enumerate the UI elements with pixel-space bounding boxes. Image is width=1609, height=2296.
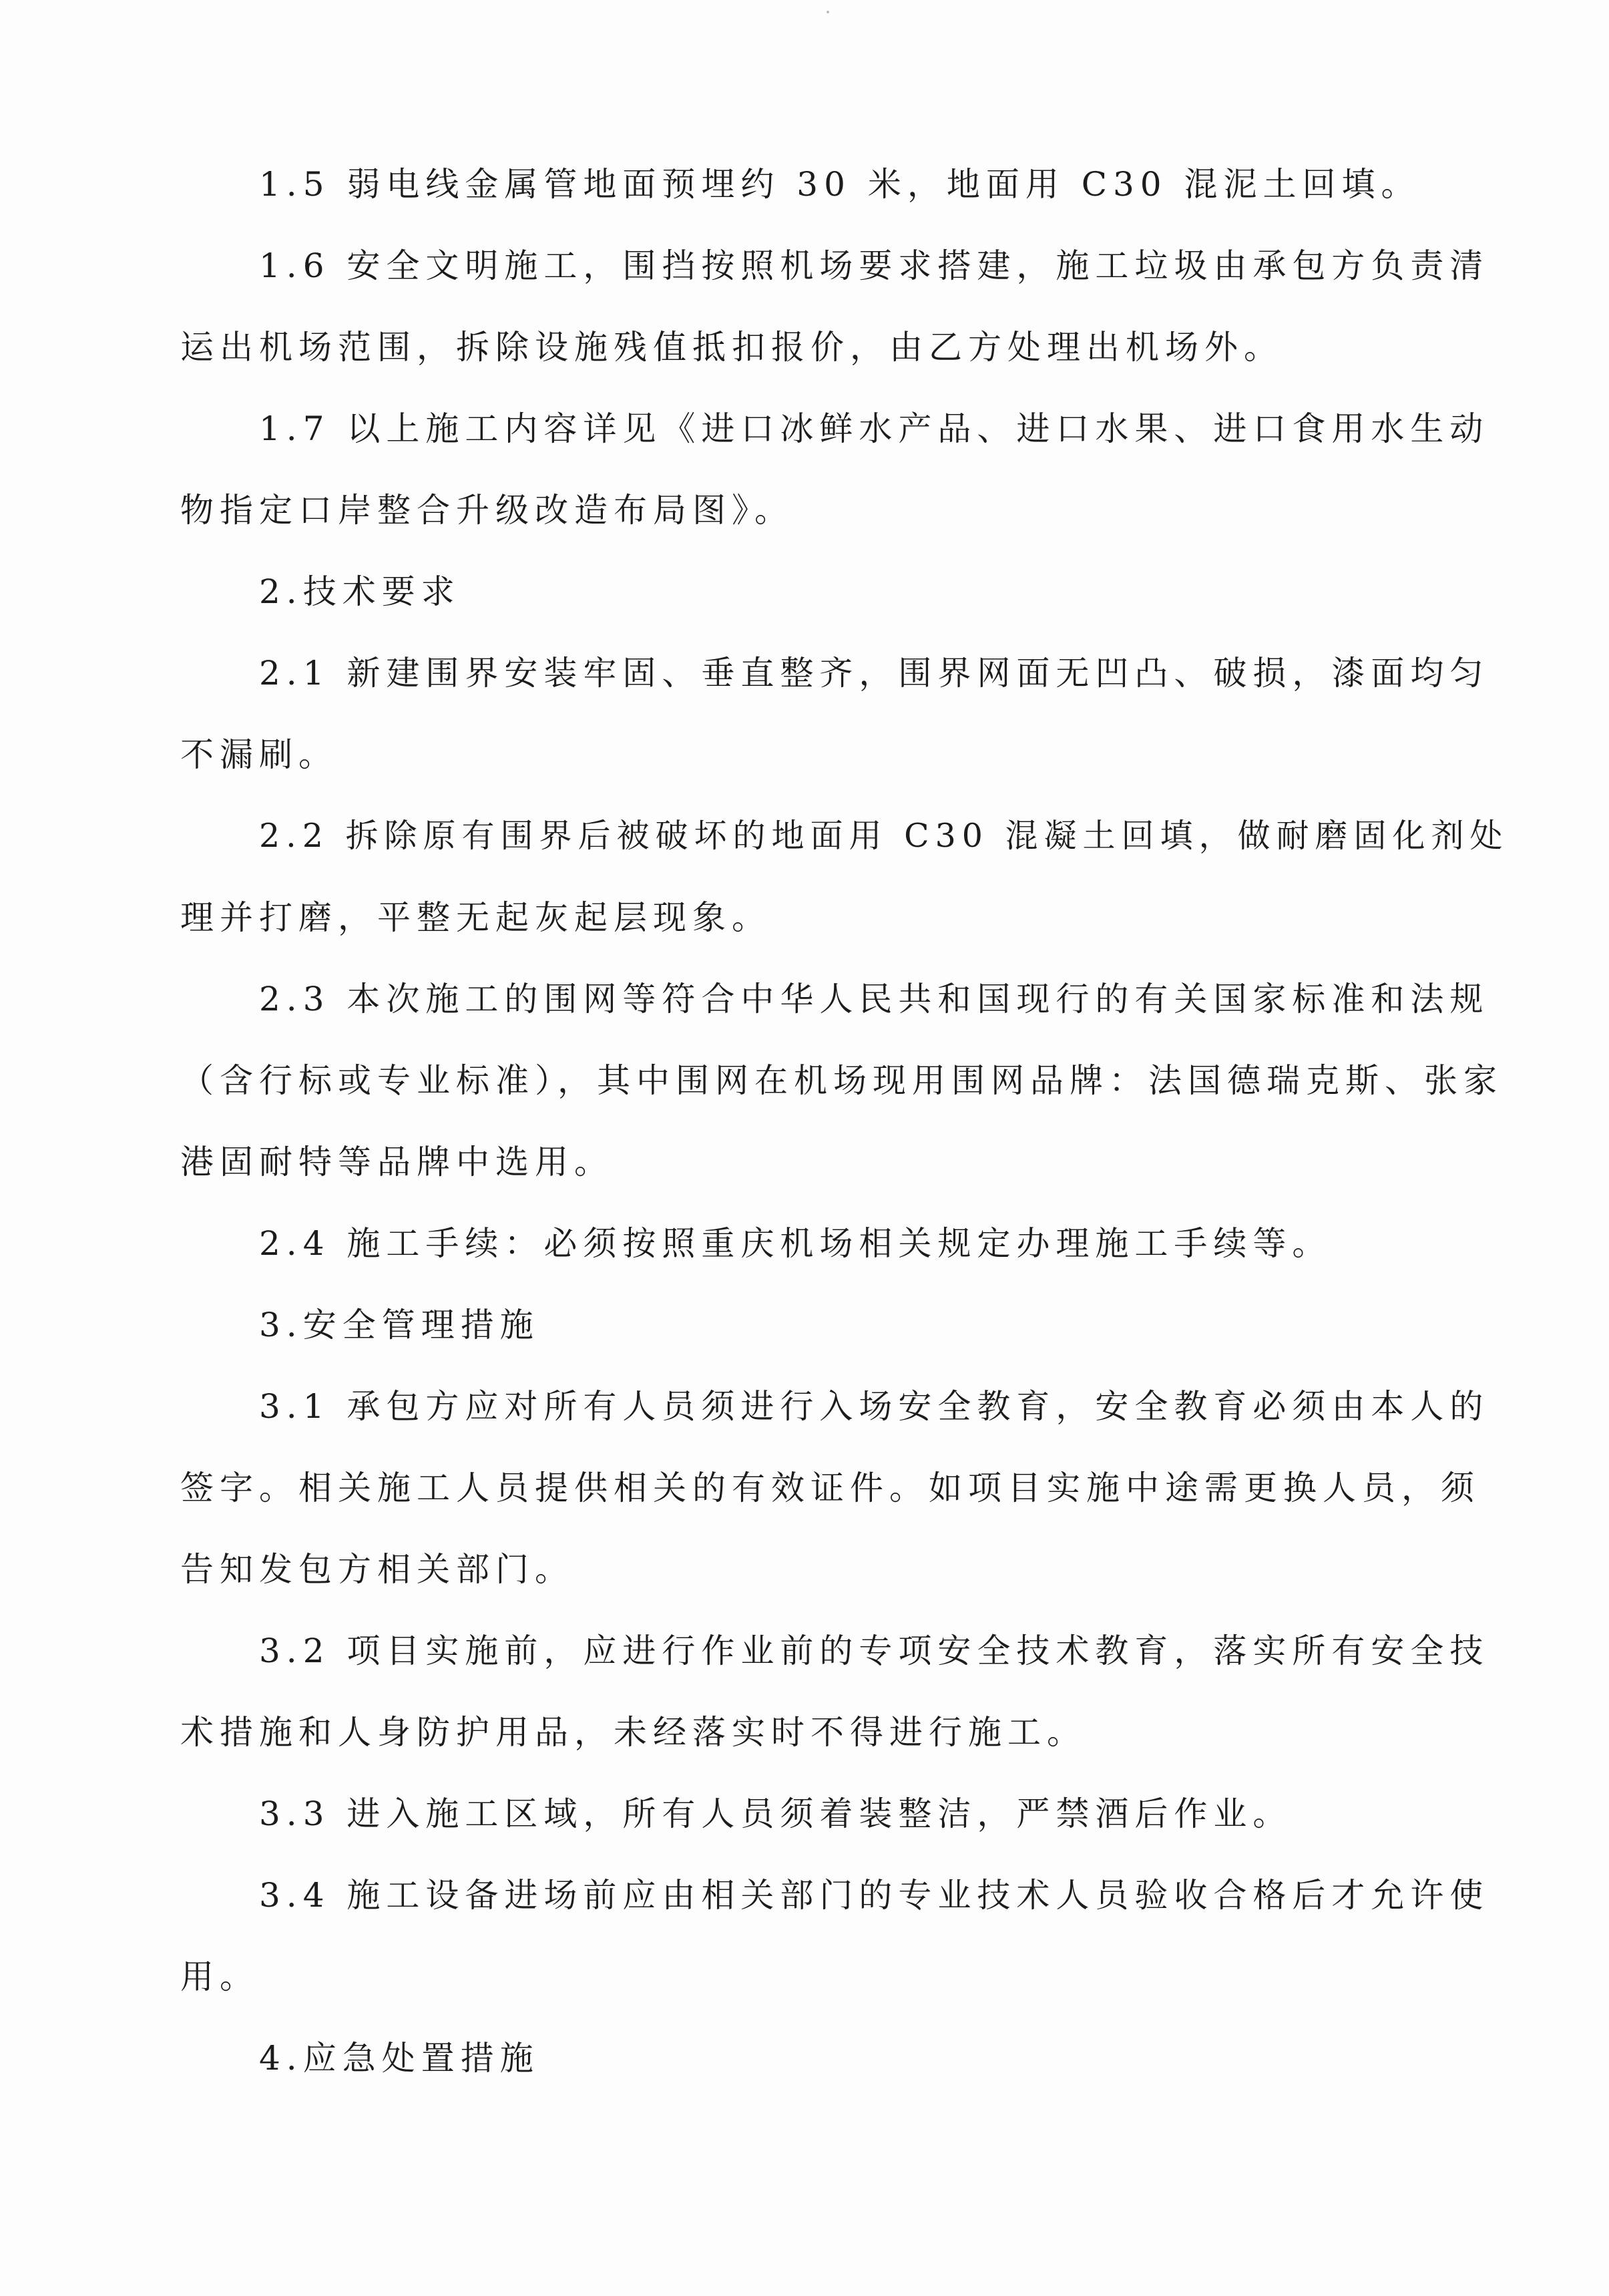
text-line-3: 运出机场范围，拆除设施残值抵扣报价，由乙方处理出机场外。 [180, 328, 1283, 367]
text-line-14: 2.4 施工手续：必须按照重庆机场相关规定办理施工手续等。 [259, 1224, 1332, 1263]
scan-speck [827, 11, 829, 13]
text-line-5: 物指定口岸整合升级改造布局图》。 [180, 491, 794, 530]
text-line-1: 1.5 弱电线金属管地面预埋约 30 米，地面用 C30 混泥土回填。 [259, 165, 1421, 204]
text-line-23: 用。 [180, 1957, 259, 1996]
text-line-12: （含行标或专业标准），其中围网在机场现用围网品牌：法国德瑞克斯、张家 [180, 1061, 1503, 1100]
text-line-2: 1.6 安全文明施工，围挡按照机场要求搭建，施工垃圾由承包方负责清 [259, 246, 1489, 285]
text-line-22: 3.4 施工设备进场前应由相关部门的专业技术人员验收合格后才允许使 [259, 1876, 1489, 1915]
text-line-8: 不漏刷。 [180, 735, 338, 774]
text-line-9: 2.2 拆除原有围界后被破坏的地面用 C30 混凝土回填，做耐磨固化剂处 [259, 817, 1509, 855]
text-line-17: 签字。相关施工人员提供相关的有效证件。如项目实施中途需更换人员，须 [180, 1469, 1480, 1507]
text-line-7: 2.1 新建围界安装牢固、垂直整齐，围界网面无凹凸、破损，漆面均匀 [259, 654, 1489, 693]
text-line-10: 理并打磨，平整无起灰起层现象。 [180, 898, 771, 937]
section-heading-2: 2.技术要求 [259, 572, 461, 611]
text-line-11: 2.3 本次施工的围网等符合中华人民共和国现行的有关国家标准和法规 [259, 980, 1489, 1018]
text-line-19: 3.2 项目实施前，应进行作业前的专项安全技术教育，落实所有安全技 [259, 1632, 1489, 1670]
text-line-20: 术措施和人身防护用品，未经落实时不得进行施工。 [180, 1713, 1086, 1752]
text-line-21: 3.3 进入施工区域，所有人员须着装整洁，严禁酒后作业。 [259, 1794, 1293, 1833]
section-heading-3: 3.安全管理措施 [259, 1306, 539, 1344]
text-line-16: 3.1 承包方应对所有人员须进行入场安全教育，安全教育必须由本人的 [259, 1387, 1489, 1426]
text-line-4: 1.7 以上施工内容详见《进口冰鲜水产品、进口水果、进口食用水生动 [259, 409, 1489, 448]
text-line-13: 港固耐特等品牌中选用。 [180, 1143, 614, 1181]
section-heading-4: 4.应急处置措施 [259, 2039, 539, 2078]
text-line-18: 告知发包方相关部门。 [180, 1550, 574, 1589]
